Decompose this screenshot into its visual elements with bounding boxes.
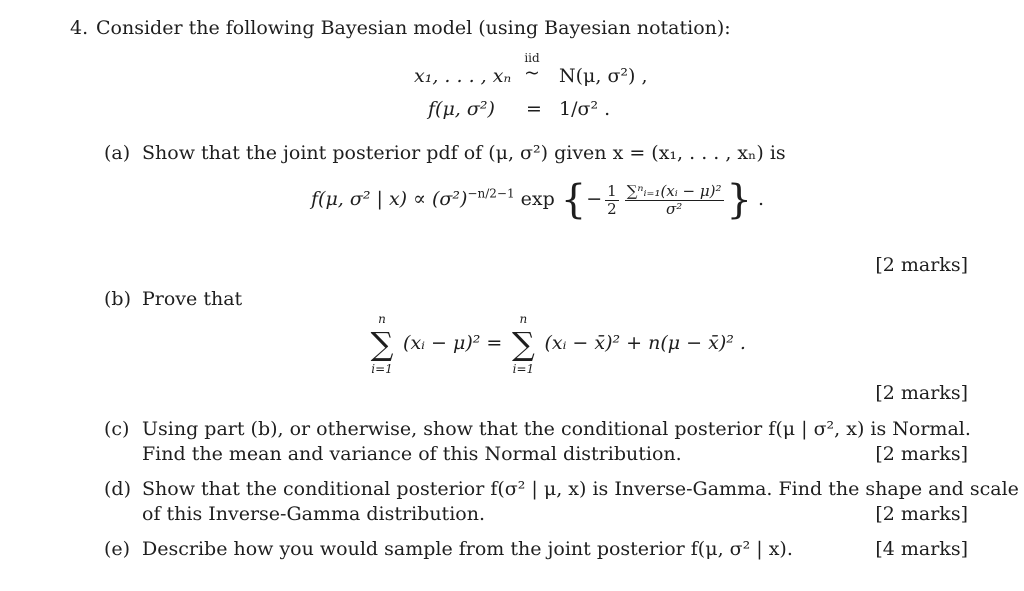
model-line1-lhs: x₁, . . . , xₙ	[414, 65, 512, 87]
equation-a-lhs: f(μ, σ² | x) ∝ (σ²)	[311, 188, 468, 210]
equation-b-lhs-term: (xᵢ − μ)² =	[403, 332, 503, 354]
sum-num: ∑ⁿᵢ₌₁(xᵢ − μ)²	[626, 182, 722, 200]
sum-fraction	[625, 183, 724, 217]
half-den: 2	[607, 199, 617, 218]
part-b-marks: [2 marks]	[875, 382, 968, 404]
part-a-label: (a)	[104, 142, 131, 164]
equation-a-exp: exp	[520, 188, 555, 210]
part-a-marks: [2 marks]	[875, 254, 968, 276]
equation-a: f(μ, σ² | $x) \propto (\sigma^2)^{-n/2-1}$ exp {− $\frac{1}{2}$ $\frac{\text{∑ⁿᵢ₌₁(xᵢ − μ)²}}{\text{σ²}}$ } .	[311, 177, 765, 223]
question-intro: Consider the following Bayesian model (using Bayesian notation):	[96, 17, 731, 39]
question-number: 4.	[70, 17, 89, 39]
right-brace: }	[726, 177, 752, 223]
sum-rhs: n ∑ i=1	[508, 328, 538, 360]
half-fraction	[605, 183, 619, 217]
part-d-text1: Show that the conditional posterior f(σ² | μ, x) is Inverse-Gamma. Find the shape and scale	[142, 478, 1019, 500]
part-e-label: (e)	[104, 538, 131, 560]
sum-lhs-top: n	[378, 312, 386, 326]
part-b-text: Prove that	[142, 288, 243, 310]
half-num: 1	[607, 182, 617, 200]
part-d-text2: of this Inverse-Gamma distribution.	[142, 503, 485, 525]
model-line2-lhs: f(μ, σ²)	[428, 98, 495, 120]
part-c-label: (c)	[104, 418, 130, 440]
left-brace: {	[560, 177, 587, 223]
part-e-text: Describe how you would sample from the joint posterior f(μ, σ² | x).	[142, 538, 793, 560]
part-d-label: (d)	[104, 478, 131, 500]
sum-lhs: n ∑ i=1	[367, 328, 397, 360]
part-c-marks: [2 marks]	[875, 443, 968, 465]
model-line2-rhs: 1/σ² .	[559, 98, 611, 120]
equation-b-rhs-term: (xᵢ − x̄)² + n(μ − x̄)² .	[544, 332, 746, 354]
model-line2-rel: =	[526, 98, 542, 120]
model-line1-rel: iid ~	[524, 51, 540, 84]
part-c-text2: Find the mean and variance of this Normal distribution.	[142, 443, 682, 465]
equation-a-trail: .	[758, 188, 765, 210]
part-c-text1: Using part (b), or otherwise, show that the conditional posterior f(μ | σ², x) is Normal.	[142, 418, 971, 440]
sum-rhs-bot: i=1	[512, 362, 535, 376]
part-a-text: Show that the joint posterior pdf of (μ, σ²) given x = (x₁, . . . , xₙ) is	[142, 142, 786, 164]
part-d-marks: [2 marks]	[875, 503, 968, 525]
model-line1-rhs: N(μ, σ²) ,	[559, 65, 648, 87]
sum-rhs-top: n	[519, 312, 528, 326]
sum-den: σ²	[665, 199, 683, 218]
equation-b	[367, 312, 746, 376]
part-e-marks: [4 marks]	[875, 538, 968, 560]
part-b-label: (b)	[104, 288, 131, 310]
equation-a-exponent: −n/2−1	[467, 186, 515, 201]
sum-lhs-bot: i=1	[371, 362, 393, 376]
